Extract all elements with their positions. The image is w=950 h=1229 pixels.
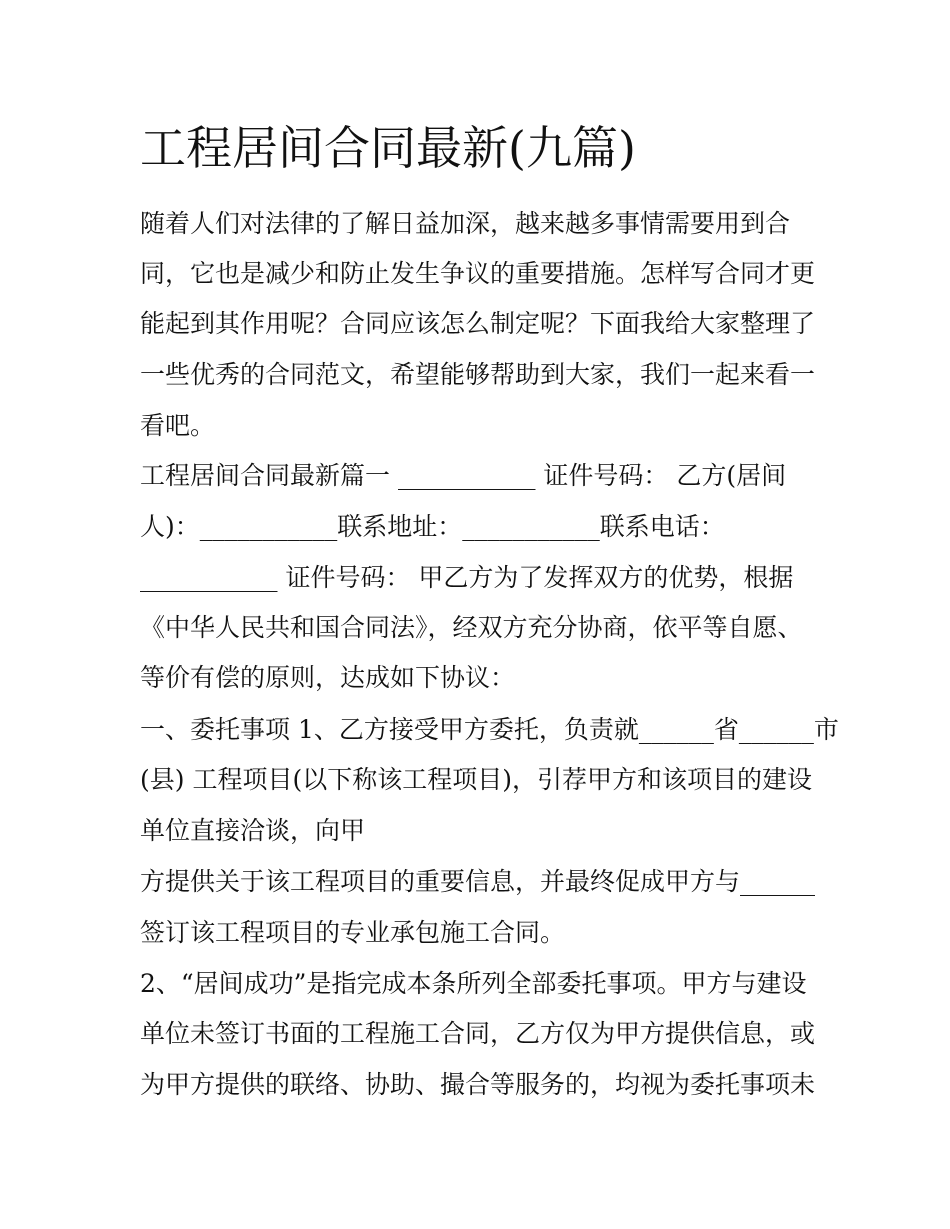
paragraph-line: ___________ 证件号码： 甲乙方为了发挥双方的优势，根据 <box>140 563 794 592</box>
paragraph-line: 2、“居间成功”是指完成本条所列全部委托事项。甲方与建设 <box>140 969 807 998</box>
document-title: 工程居间合同最新(九篇) <box>140 121 636 175</box>
paragraph-line: 《中华人民共和国合同法》，经双方充分协商，依平等自愿、 <box>140 613 803 642</box>
paragraph-line: (县) 工程项目(以下称该工程项目)，引荐甲方和该项目的建设 <box>140 765 812 794</box>
paragraph-line: 单位直接洽谈，向甲 <box>140 816 366 845</box>
paragraph-line: 单位未签订书面的工程施工合同，乙方仅为甲方提供信息，或 <box>140 1019 816 1048</box>
paragraph-line: 一些优秀的合同范文，希望能够帮助到大家，我们一起来看一 <box>140 360 816 389</box>
paragraph-line: 工程居间合同最新篇一 ___________ 证件号码： 乙方(居间 <box>140 461 787 490</box>
paragraph-line: 同，它也是减少和防止发生争议的重要措施。怎样写合同才更 <box>140 259 816 288</box>
paragraph-line: 随着人们对法律的了解日益加深，越来越多事情需要用到合 <box>140 209 791 238</box>
paragraph-line: 为甲方提供的联络、协助、撮合等服务的，均视为委托事项未 <box>140 1070 816 1099</box>
paragraph-line: 等价有偿的原则，达成如下协议： <box>140 663 516 692</box>
paragraph-line: 一、委托事项 1、乙方接受甲方委托，负责就______省______市 <box>140 715 839 744</box>
paragraph-line: 能起到其作用呢？合同应该怎么制定呢？下面我给大家整理了 <box>140 309 816 338</box>
paragraph-line: 人)：___________联系地址：___________联系电话： <box>140 512 725 541</box>
paragraph-line: 看吧。 <box>140 411 216 440</box>
paragraph-line: 签订该工程项目的专业承包施工合同。 <box>140 918 566 947</box>
paragraph-line: 方提供关于该工程项目的重要信息，并最终促成甲方与______ <box>140 867 816 896</box>
